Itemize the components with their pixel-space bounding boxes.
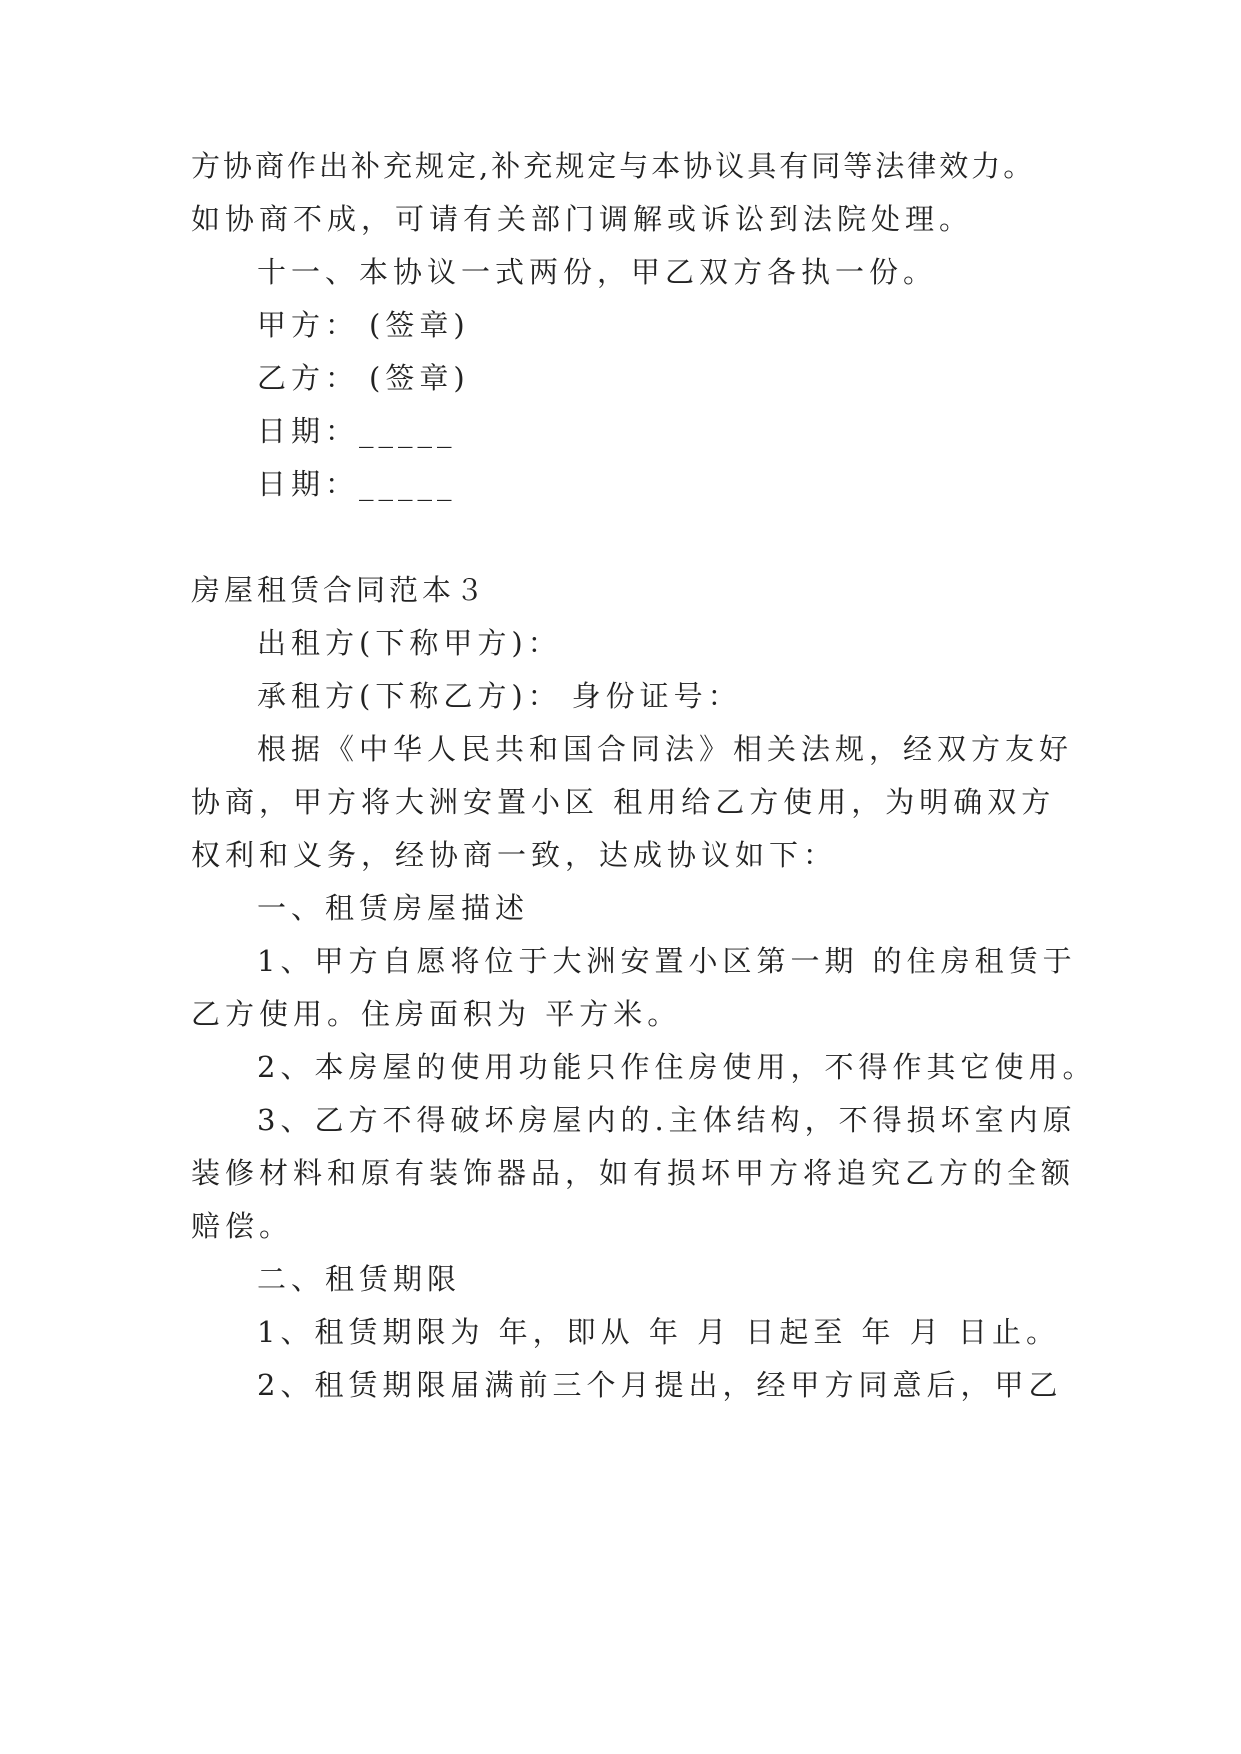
- section-1-item-3-cont: 赔偿。: [191, 1209, 294, 1243]
- paragraph-line: 方协商作出补充规定,补充规定与本协议具有同等法律效力。: [191, 149, 1036, 183]
- date-1-label: 日期：: [257, 414, 360, 448]
- section-1-item-2: 2、本房屋的使用功能只作住房使用，不得作其它使用。: [257, 1050, 1097, 1084]
- section-2-title: 二、租赁期限: [257, 1262, 462, 1296]
- id-number-label: 身份证号：: [571, 679, 742, 713]
- date-2-label: 日期：: [257, 467, 360, 501]
- section-2-item-1: 1、租赁期限为 年，即从 年 月 日起至 年 月 日止。: [257, 1315, 1060, 1349]
- section-1-title: 一、租赁房屋描述: [257, 891, 530, 925]
- section-1-item-1-cont: 乙方使用。住房面积为 平方米。: [191, 997, 682, 1031]
- intro-line: 根据《中华人民共和国合同法》相关法规，经双方友好: [257, 732, 1074, 766]
- lessee-label: 承租方(下称乙方)：: [257, 679, 562, 713]
- party-b-sign: (签章): [369, 361, 470, 395]
- date-line-1: [257, 411, 457, 451]
- date-line-2: [257, 464, 457, 504]
- lessor-line: 出租方(下称甲方)：: [257, 626, 562, 660]
- party-b-label: 乙方：: [257, 361, 360, 395]
- lessee-line: [257, 676, 742, 716]
- section-1-item-3: 3、乙方不得破坏房屋内的.主体结构，不得损坏室内原: [257, 1103, 1077, 1137]
- party-a-label: 甲方：: [257, 308, 360, 342]
- section-1-item-3-cont: 装修材料和原有装饰器品，如有损坏甲方将追究乙方的全额: [191, 1156, 1076, 1190]
- section-1-item-1: 1、甲方自愿将位于大洲安置小区第一期 的住房租赁于: [257, 944, 1077, 978]
- signature-party-b: [257, 358, 470, 398]
- date-1-blank: _____: [359, 414, 457, 448]
- contract-title: 房屋租赁合同范本３: [191, 573, 489, 607]
- section-2-item-2: 2、租赁期限届满前三个月提出，经甲方同意后，甲乙: [257, 1368, 1063, 1402]
- intro-line: 协商，甲方将大洲安置小区 租用给乙方使用，为明确双方: [191, 785, 1056, 819]
- paragraph-line: 如协商不成，可请有关部门调解或诉讼到法院处理。: [191, 202, 974, 236]
- clause-11: 十一、本协议一式两份，甲乙双方各执一份。: [257, 255, 938, 289]
- date-2-blank: _____: [359, 467, 457, 501]
- party-a-sign: (签章): [369, 308, 470, 342]
- signature-party-a: [257, 305, 470, 345]
- intro-line: 权利和义务，经协商一致，达成协议如下：: [191, 838, 838, 872]
